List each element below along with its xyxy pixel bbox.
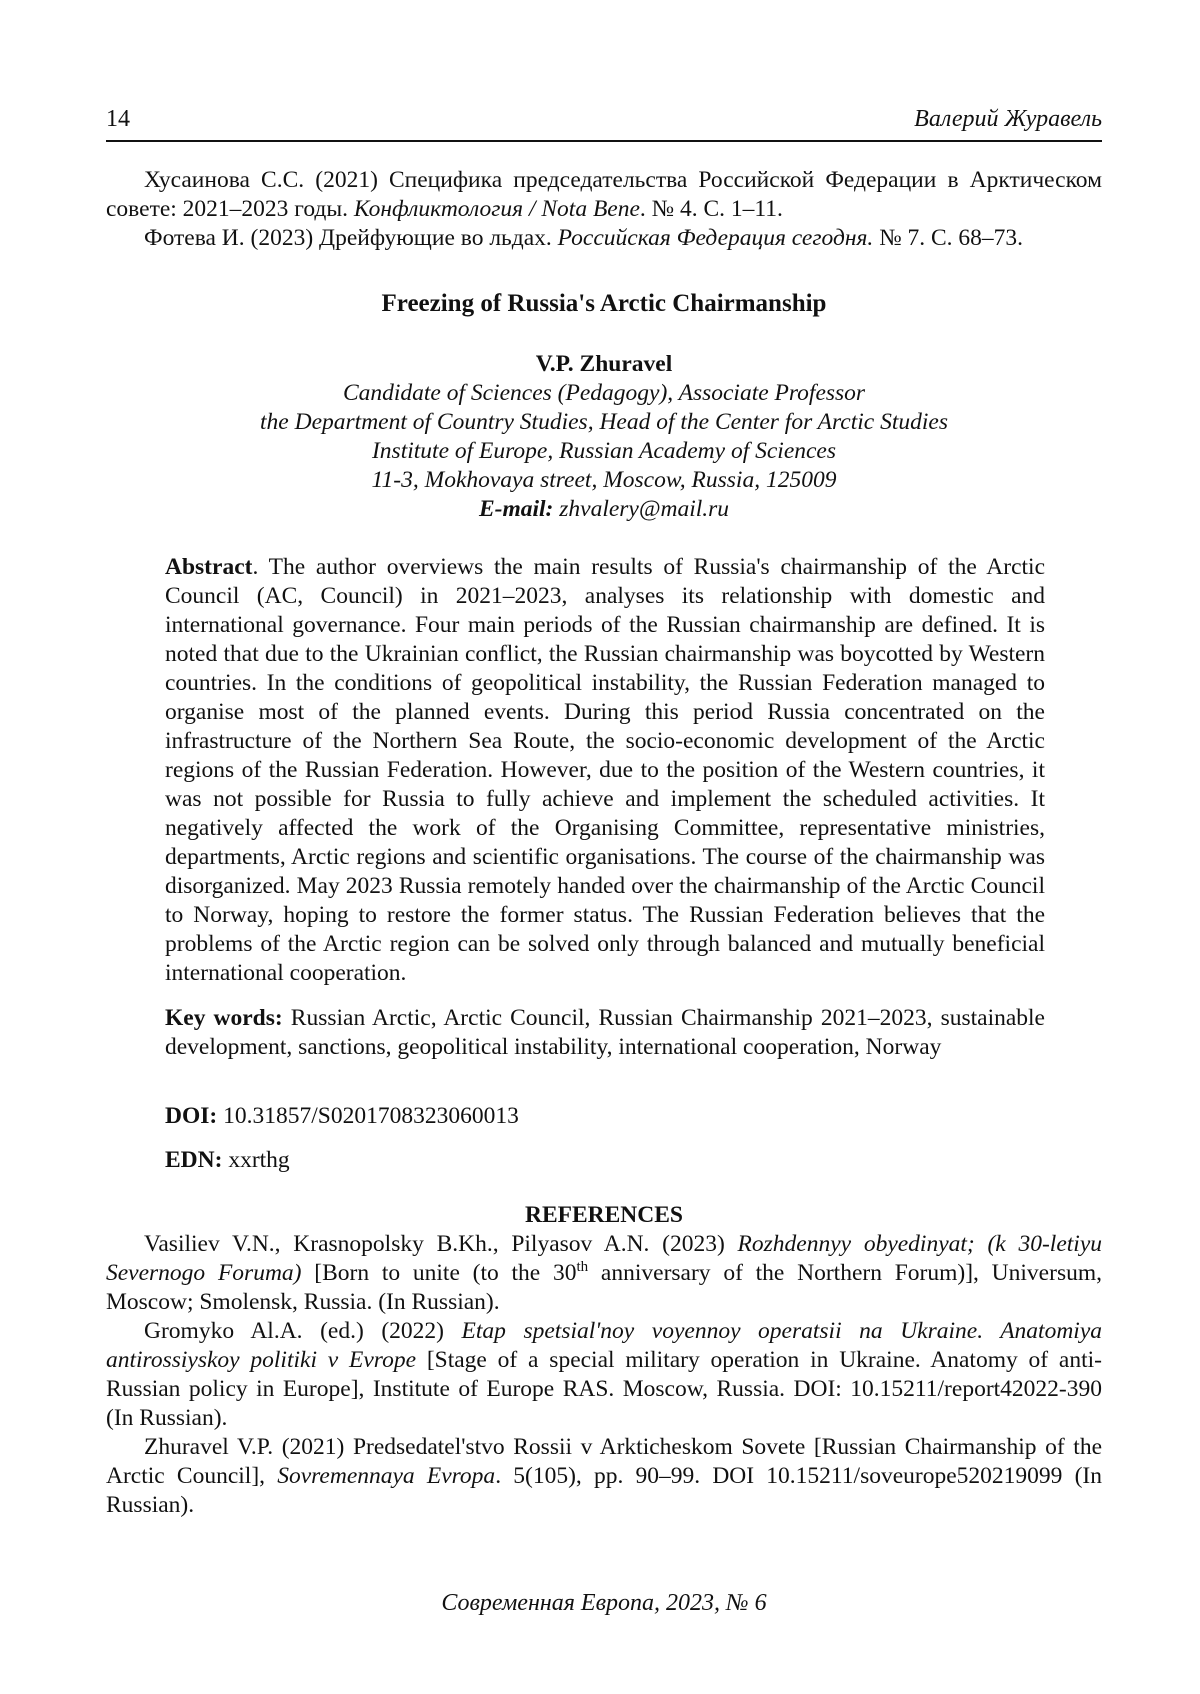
journal-footer: Современная Европа, 2023, № 6 xyxy=(441,1590,767,1616)
reference-item: Zhuravel V.P. (2021) Predsedatel'stvo Rossii v Arkticheskom Sovete [Russian Chairmanship of the Arctic Council], Sovremennaya Evropa. 5(105), pp. 90–99. DOI 10.15211/soveurope520219099 (In Russian). xyxy=(106,1434,1102,1518)
running-author: Валерий Журавель xyxy=(914,106,1102,132)
running-header xyxy=(106,104,1102,134)
affiliation-line: Candidate of Sciences (Pedagogy), Associate Professor xyxy=(342,380,866,406)
edn-label: EDN: xyxy=(165,1147,223,1173)
author-block xyxy=(106,350,1102,524)
article-title: Freezing of Russia's Arctic Chairmanship xyxy=(381,290,827,317)
abstract-label: Abstract xyxy=(165,554,253,580)
keywords-label: Key words: xyxy=(165,1005,283,1031)
email-label: E-mail: xyxy=(478,496,554,522)
references-heading: REFERENCES xyxy=(524,1202,683,1228)
edn-value: xxrthg xyxy=(222,1147,290,1173)
affiliation-line: 11-3, Mokhovaya street, Moscow, Russia, 125009 xyxy=(371,467,837,493)
prior-reference-item: Фотева И. (2023) Дрейфующие во льдах. Российская Федерация сегодня. № 7. С. 68–73. xyxy=(144,225,1024,251)
keywords xyxy=(165,1004,1045,1062)
prior-references xyxy=(106,166,1102,253)
doi-line xyxy=(165,1102,1045,1131)
abstract xyxy=(165,553,1045,988)
doi-label: DOI: xyxy=(165,1103,218,1129)
abstract-text: . The author overviews the main results of Russia's chairmanship of the Arctic Council (AC, Council) in 2021–2023, analyses its relationship with domestic and international governance. Four main periods of the Russian chairmanship are defined. It is noted that due to the Ukrainian conflict, the Russian chairmanship was boycotted by Western countries. In the conditions of geopolitical instability, the Russian Federation managed to organise most of the planned events. During this period Russia concentrated on the infrastructure of the Northern Sea Route, the socio-economic development of the Arctic regions of the Russian Federation. However, due to the position of the Western countries, it was not possible for Russia to fully achieve and implement the scheduled activities. It negatively affected the work of the Organising Committee, representative ministries, departments, Arctic regions and scientific organisations. The course of the chairmanship was disorganized. May 2023 Russia remotely handed over the chairmanship of the Arctic Council to Norway, hoping to restore the former status. The Russian Federation believes that the problems of the Arctic region can be solved only through balanced and mutually beneficial international cooperation. xyxy=(165,554,1045,986)
affiliation-line: the Department of Country Studies, Head of the Center for Arctic Studies xyxy=(260,409,948,435)
author-name: V.P. Zhuravel xyxy=(535,351,673,377)
page-number: 14 xyxy=(106,106,130,132)
email-link[interactable]: zhvalery@mail.ru xyxy=(559,496,730,522)
prior-reference-item: Хусаинова С.С. (2021) Специфика председательства Российской Федерации в Арктическом совете: 2021–2023 годы. Конфликтология / Nota Bene. № 4. С. 1–11. xyxy=(106,167,1102,222)
reference-item: Vasiliev V.N., Krasnopolsky B.Kh., Pilyasov A.N. (2023) Rozhdennyy obyedinyat; (k 30-letiyu Severnogo Foruma) [Born to unite (to the 30th anniversary of the Northern Forum)], Universum, Moscow; Smolensk, Russia. (In Russian). xyxy=(106,1231,1103,1315)
affiliation-line: Institute of Europe, Russian Academy of Sciences xyxy=(371,438,837,464)
keywords-text: Russian Arctic, Arctic Council, Russian Chairmanship 2021–2023, sustainable development, sanctions, geopolitical instability, international cooperation, Norway xyxy=(165,1005,1045,1060)
edn-line xyxy=(165,1146,1045,1175)
header-rule xyxy=(106,140,1102,142)
doi-value[interactable]: 10.31857/S0201708323060013 xyxy=(217,1103,519,1129)
email-line xyxy=(106,495,1102,524)
reference-item: Gromyko Al.A. (ed.) (2022) Etap spetsial'noy voyennoy operatsii na Ukraine. Anatomiya antirossiyskoy politiki v Evrope [Stage of a special military operation in Ukraine. Anatomy of anti-Russian policy in Europe], Institute of Europe RAS. Moscow, Russia. DOI: 10.15211/report42022-390 (In Russian). xyxy=(106,1318,1103,1431)
references-list xyxy=(106,1230,1102,1520)
